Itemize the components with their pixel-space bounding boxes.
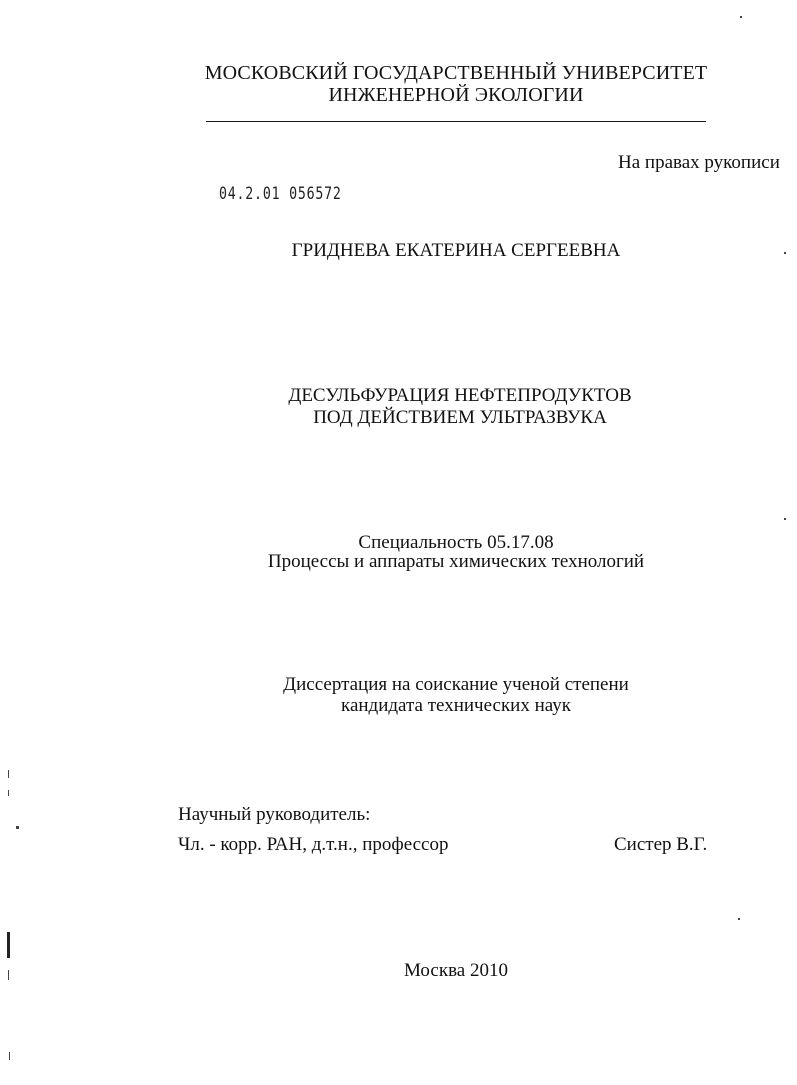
registration-stamp: 04.2.01 056572 <box>219 184 342 204</box>
university-name-line2: ИНЖЕНЕРНОЙ ЭКОЛОГИИ <box>328 84 584 106</box>
scan-speck <box>8 790 9 796</box>
specialty-code: Специальность 05.17.08 <box>358 532 554 553</box>
scan-speck <box>9 1052 10 1060</box>
scan-speck <box>16 826 19 829</box>
scan-speck <box>7 932 10 958</box>
thesis-title-line1: ДЕСУЛЬФУРАЦИЯ НЕФТЕПРОДУКТОВ <box>288 385 632 406</box>
specialty-name: Процессы и аппараты химических технологий <box>267 551 645 572</box>
city-year: Москва 2010 <box>404 960 508 981</box>
header-divider <box>206 121 706 122</box>
degree-line1: Диссертация на соискание ученой степени <box>283 674 629 695</box>
scan-speck <box>8 970 9 980</box>
supervisor-label: Научный руководитель: <box>178 804 371 825</box>
degree-line2: кандидата технических наук <box>341 695 571 716</box>
scan-speck <box>784 252 786 254</box>
scan-speck <box>740 16 742 18</box>
supervisor-name: Систер В.Г. <box>614 834 708 855</box>
university-name-line1: МОСКОВСКИЙ ГОСУДАРСТВЕННЫЙ УНИВЕРСИТЕТ <box>204 62 708 84</box>
author-name: ГРИДНЕВА ЕКАТЕРИНА СЕРГЕЕВНА <box>291 240 621 261</box>
supervisor-credentials: Чл. - корр. РАН, д.т.н., профессор <box>178 834 449 855</box>
scan-speck <box>8 770 9 778</box>
scan-speck <box>784 518 786 520</box>
thesis-title-line2: ПОД ДЕЙСТВИЕМ УЛЬТРАЗВУКА <box>313 407 607 428</box>
scan-speck <box>738 918 740 920</box>
manuscript-note: На правах рукописи <box>618 152 780 173</box>
